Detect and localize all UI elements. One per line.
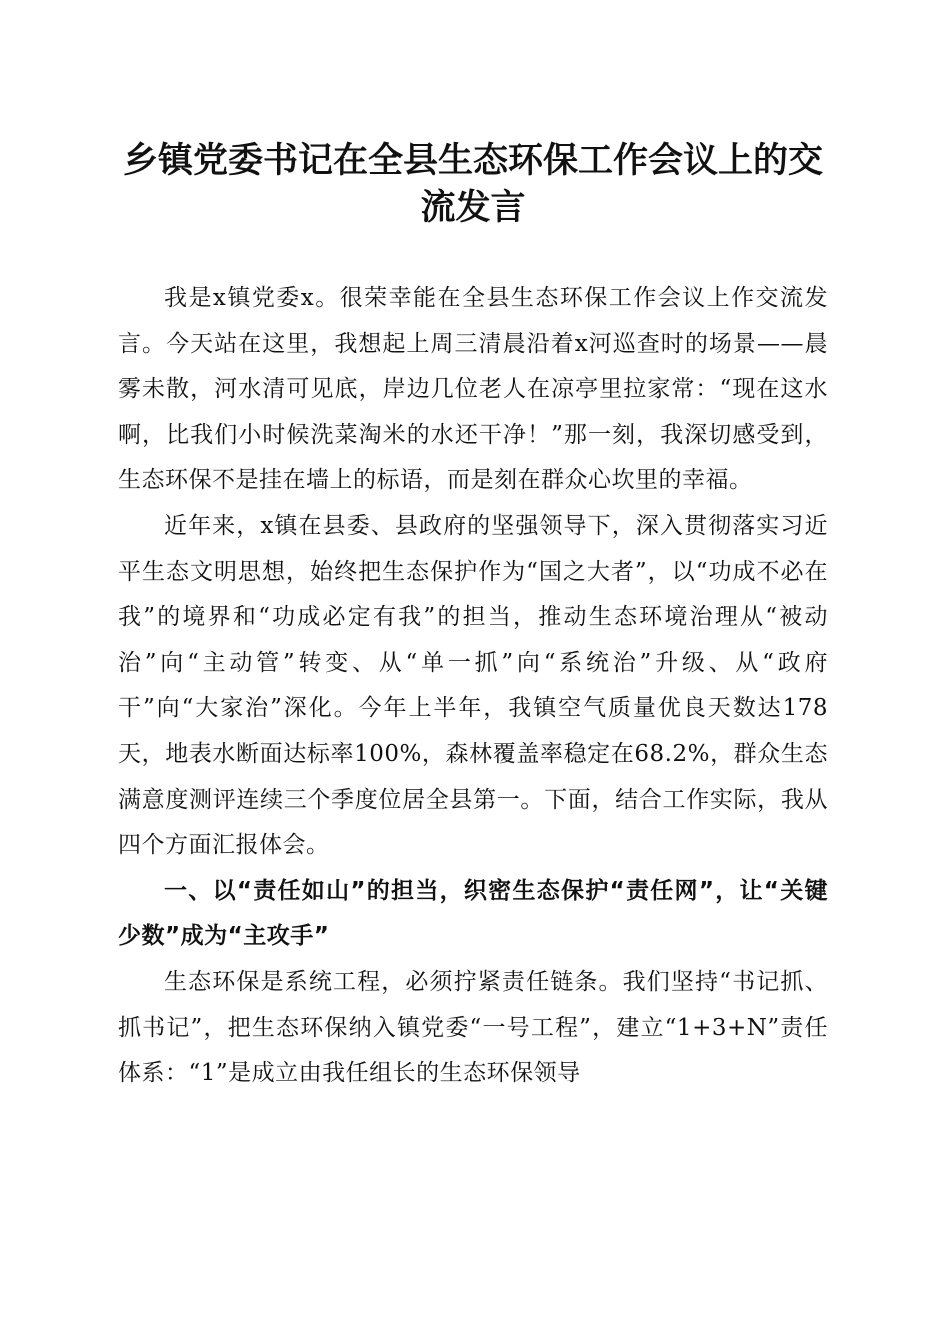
intro-paragraph: 我是x镇党委x。很荣幸能在全县生态环保工作会议上作交流发言。今天站在这里，我想起上周三清晨沿着x河巡查时的场景——晨雾未散，河水清可见底，岸边几位老人在凉亭里拉家常：“现在这水啊，比我们小时候洗菜淘米的水还干净！”那一刻，我深切感受到，生态环保不是挂在墙上的标语，而是刻在群众心坎里的幸福。 [118,285,828,494]
document-body [118,276,828,1097]
section-1-paragraph: 生态环保是系统工程，必须拧紧责任链条。我们坚持“书记抓、抓书记”，把生态环保纳入镇党委“一号工程”，建立“1+3+N”责任体系：“1”是成立由我任组长的生态环保领导 [118,968,828,1087]
document-title: 乡镇党委书记在全县生态环保工作会议上的交流发言 [122,140,823,228]
overview-paragraph: 近年来，x镇在县委、县政府的坚强领导下，深入贯彻落实习近平生态文明思想，始终把生态保护作为“国之大者”，以“功成不必在我”的境界和“功成必定有我”的担当，推动生态环境治理从“被动治”向“主动管”转变、从“单一抓”向“系统治”升级、从“政府干”向“大家治”深化。今年上半年，我镇空气质量优良天数达178天，地表水断面达标率100%，森林覆盖率稳定在68.2%，群众生态满意度测评连续三个季度位居全县第一。下面，结合工作实际，我从四个方面汇报体会。 [118,512,828,859]
section-heading-1: 一、以“责任如山”的担当，织密生态保护“责任网”，让“关键少数”成为“主攻手” [118,877,828,950]
